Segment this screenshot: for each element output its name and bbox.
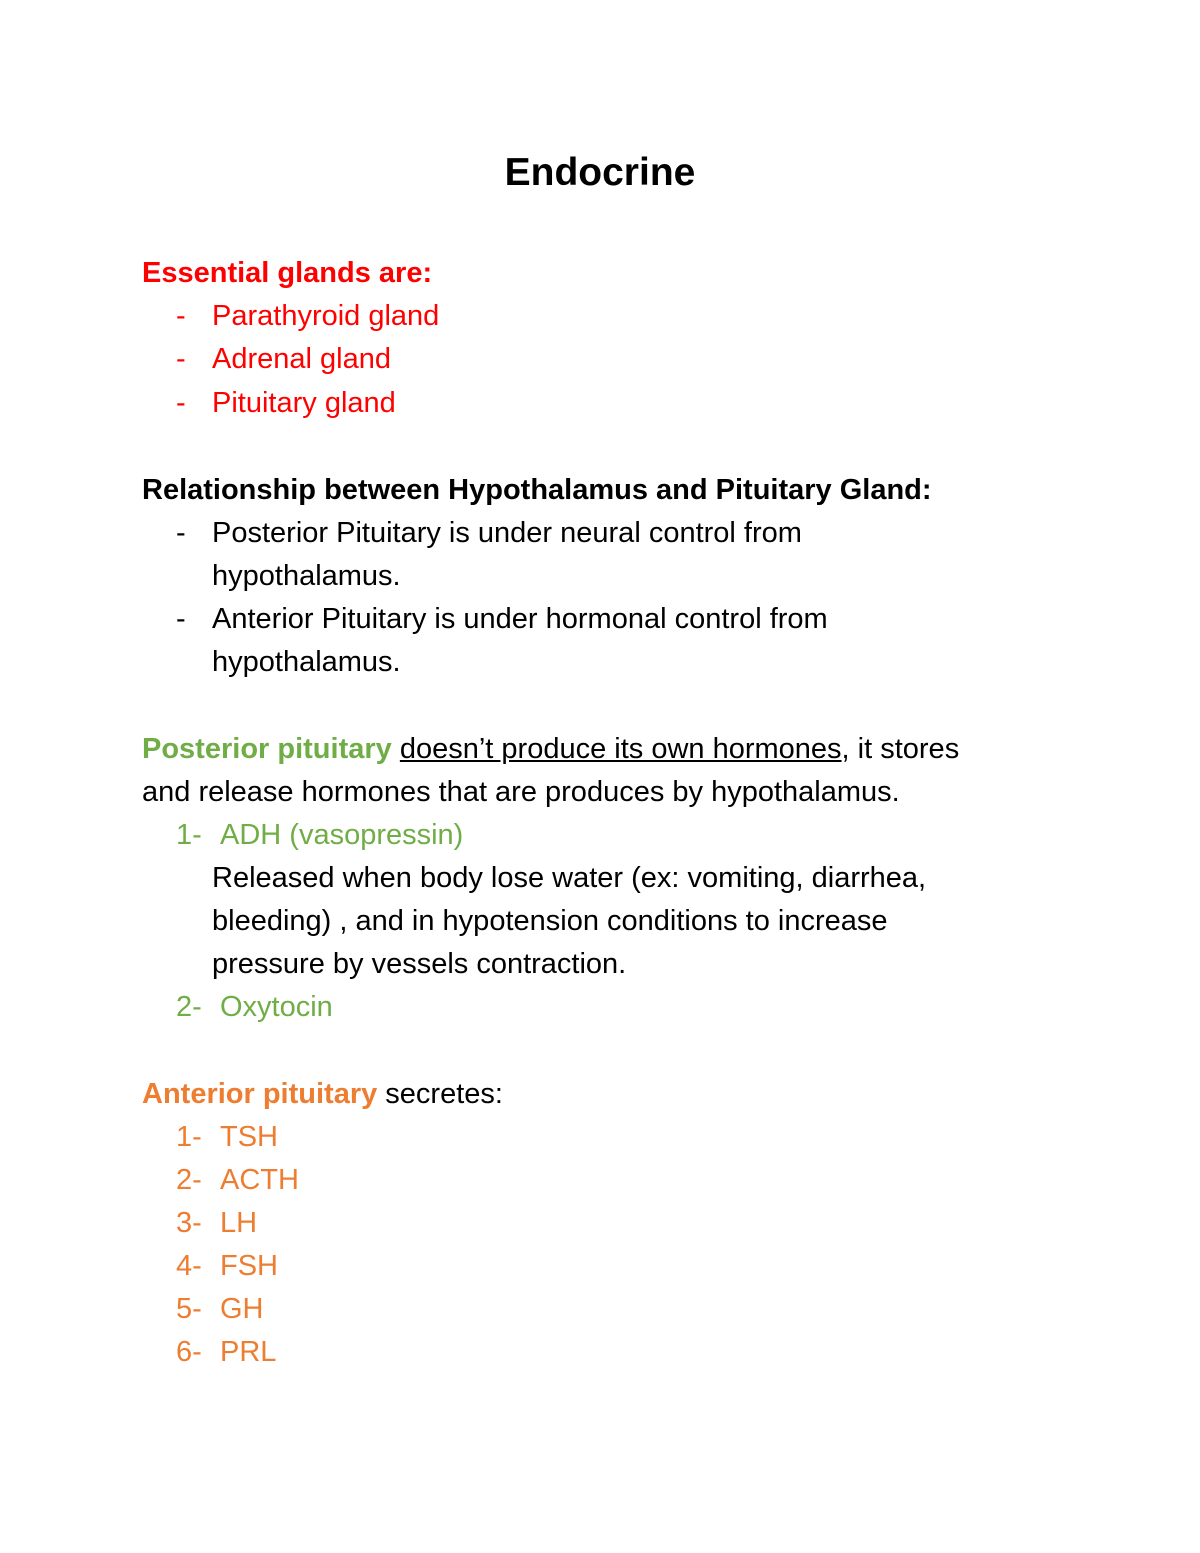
posterior-item-1-number: 1- xyxy=(176,819,202,851)
relationship-heading: Relationship between Hypothalamus and Pituitary Gland: xyxy=(142,474,932,506)
relationship-item-1-line-2: hypothalamus. xyxy=(212,560,401,592)
anterior-item-4-name: FSH xyxy=(220,1250,278,1282)
document-title: Endocrine xyxy=(504,151,696,194)
anterior-item-1-number: 1- xyxy=(176,1121,202,1153)
anterior-item-2-number: 2- xyxy=(176,1164,202,1196)
anterior-item-3-number: 3- xyxy=(176,1207,202,1239)
anterior-heading-line xyxy=(142,1073,503,1116)
adh-description-line-2: bleeding) , and in hypotension conditions to increase xyxy=(212,905,888,937)
essential-bullet-3: - xyxy=(176,387,186,419)
relationship-item-2-line-1: Anterior Pituitary is under hormonal control from xyxy=(212,603,828,635)
anterior-item-5-name: GH xyxy=(220,1293,264,1325)
essential-heading: Essential glands are: xyxy=(142,257,433,289)
anterior-item-6-name: PRL xyxy=(220,1336,277,1368)
anterior-item-3-name: LH xyxy=(220,1207,258,1239)
essential-bullet-1: - xyxy=(176,300,186,332)
anterior-item-4-number: 4- xyxy=(176,1250,202,1282)
posterior-rest: , it stores xyxy=(841,733,960,765)
posterior-item-2-name: Oxytocin xyxy=(220,991,333,1023)
adh-description-line-1: Released when body lose water (ex: vomiting, diarrhea, xyxy=(212,862,927,894)
anterior-rest: secretes: xyxy=(377,1078,503,1110)
anterior-item-2-name: ACTH xyxy=(220,1164,299,1196)
relationship-bullet-1: - xyxy=(176,517,186,549)
posterior-paragraph-line-1 xyxy=(142,728,959,771)
posterior-paragraph-line-2: and release hormones that are produces by hypothalamus. xyxy=(142,776,900,808)
anterior-item-5-number: 5- xyxy=(176,1293,202,1325)
relationship-item-2-line-2: hypothalamus. xyxy=(212,646,401,678)
essential-item-3: Pituitary gland xyxy=(212,387,396,419)
posterior-item-2-number: 2- xyxy=(176,991,202,1023)
posterior-label: Posterior pituitary xyxy=(142,733,392,765)
essential-item-2: Adrenal gland xyxy=(212,343,391,375)
relationship-item-1-line-1: Posterior Pituitary is under neural control from xyxy=(212,517,802,549)
essential-bullet-2: - xyxy=(176,343,186,375)
posterior-underlined-phrase: doesn’t produce its own hormones xyxy=(399,733,842,765)
anterior-item-1-name: TSH xyxy=(220,1121,278,1153)
essential-item-1: Parathyroid gland xyxy=(212,300,440,332)
anterior-item-6-number: 6- xyxy=(176,1336,202,1368)
posterior-item-1-name: ADH (vasopressin) xyxy=(220,819,464,851)
relationship-bullet-2: - xyxy=(176,603,186,635)
adh-description-line-3: pressure by vessels contraction. xyxy=(212,948,627,980)
anterior-label: Anterior pituitary xyxy=(142,1078,378,1110)
